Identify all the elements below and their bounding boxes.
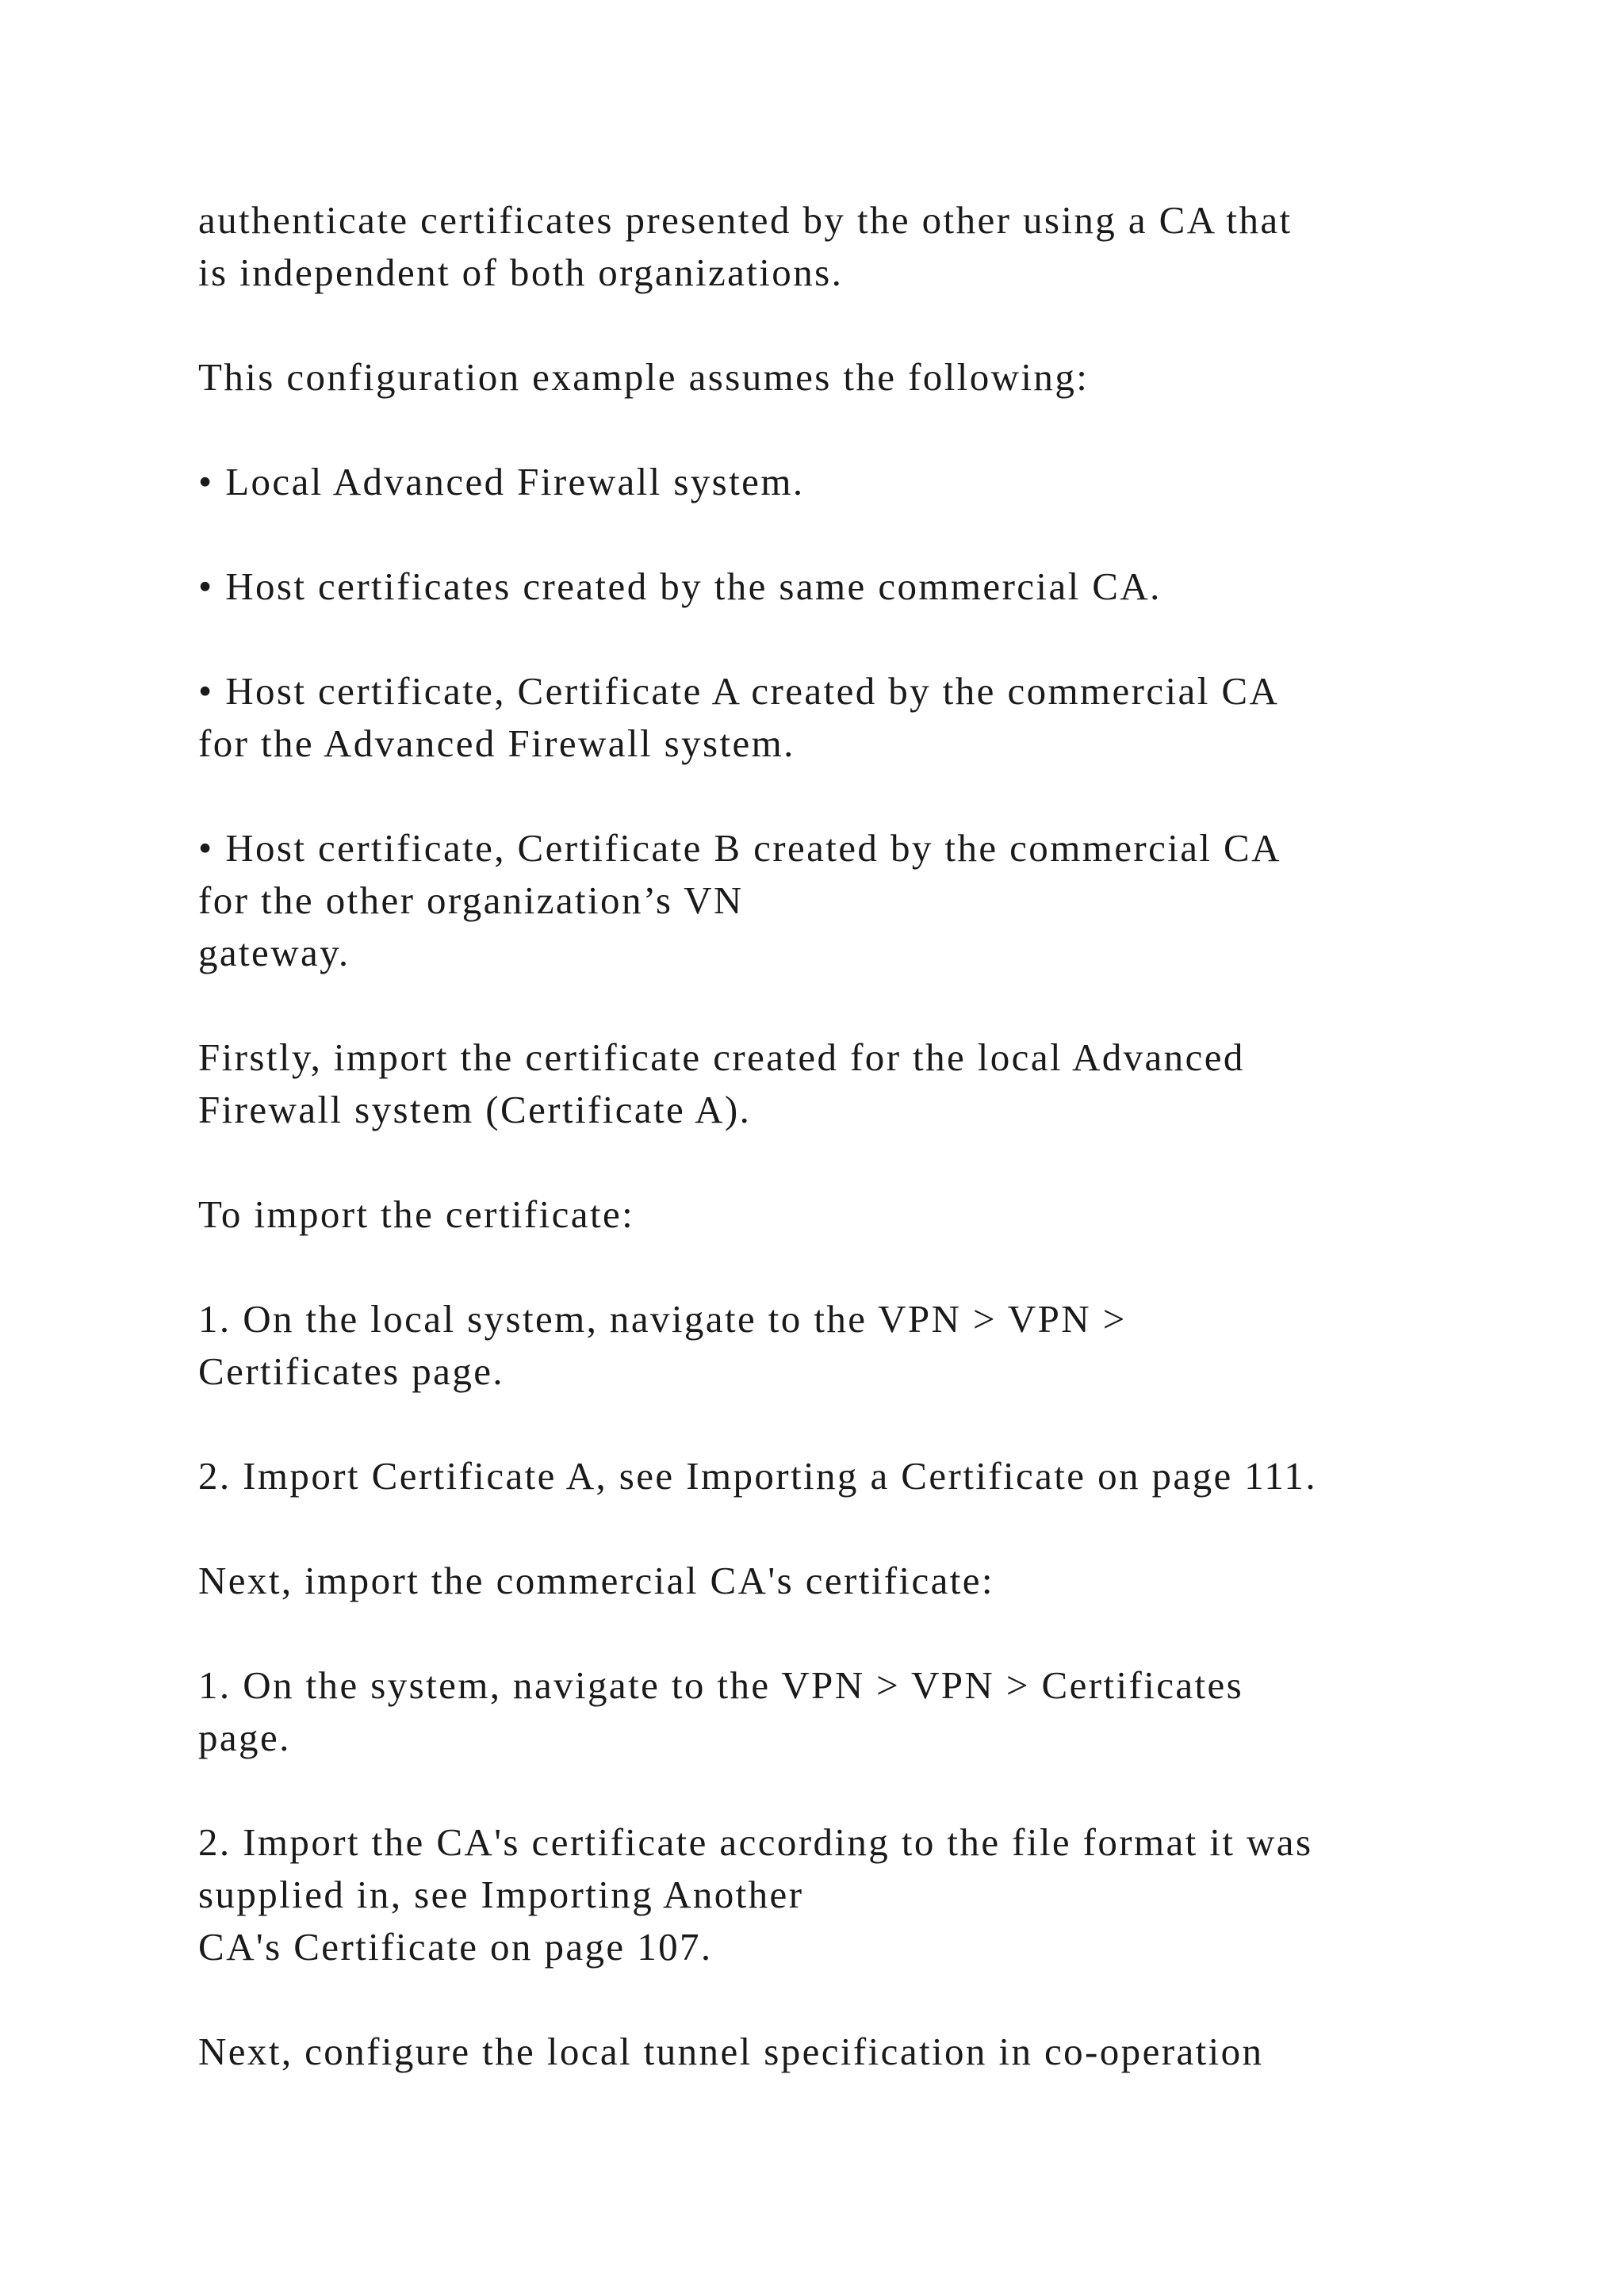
bullet-item	[198, 456, 1546, 508]
numbered-step	[198, 1816, 1546, 1973]
numbered-step	[198, 1450, 1546, 1502]
paragraph	[198, 194, 1546, 299]
text-line: Firewall system (Certificate A).	[198, 1088, 752, 1131]
paragraph	[198, 1031, 1546, 1136]
text-line: page.	[198, 1716, 291, 1759]
bullet-item	[198, 665, 1546, 770]
paragraph	[198, 2026, 1546, 2078]
text-line: • Local Advanced Firewall system.	[198, 460, 805, 503]
text-line: To import the certificate:	[198, 1192, 635, 1236]
text-line: 2. Import the CA's certificate according to the file format it was	[198, 1820, 1313, 1864]
bullet-item	[198, 822, 1546, 979]
numbered-step	[198, 1659, 1546, 1764]
text-line: authenticate certificates presented by the other using a CA that	[198, 198, 1293, 242]
document-body	[198, 194, 1546, 2130]
text-line: Firstly, import the certificate created for the local Advanced	[198, 1035, 1245, 1079]
paragraph	[198, 1555, 1546, 1607]
text-line: • Host certificate, Certificate B created by the commercial CA	[198, 826, 1281, 870]
text-line: is independent of both organizations.	[198, 251, 844, 294]
text-line: for the other organization’s VN	[198, 878, 744, 922]
text-line: for the Advanced Firewall system.	[198, 721, 795, 765]
text-line: This configuration example assumes the following:	[198, 355, 1090, 399]
text-line: gateway.	[198, 931, 350, 974]
text-line: • Host certificate, Certificate A created by the commercial CA	[198, 669, 1280, 713]
paragraph	[198, 351, 1546, 404]
text-line: Certificates page.	[198, 1349, 505, 1393]
text-line: 2. Import Certificate A, see Importing a Certificate on page 111.	[198, 1454, 1317, 1498]
text-line: 1. On the local system, navigate to the VPN > VPN >	[198, 1297, 1127, 1341]
text-line: Next, configure the local tunnel specification in co-operation	[198, 2030, 1264, 2073]
numbered-step	[198, 1293, 1546, 1398]
text-line: 1. On the system, navigate to the VPN > VPN > Certificates	[198, 1663, 1244, 1707]
text-line: • Host certificates created by the same commercial CA.	[198, 564, 1162, 608]
bullet-item	[198, 561, 1546, 613]
text-line: Next, import the commercial CA's certificate:	[198, 1559, 994, 1602]
text-line: supplied in, see Importing Another	[198, 1873, 804, 1916]
text-line: CA's Certificate on page 107.	[198, 1925, 713, 1969]
paragraph	[198, 1188, 1546, 1241]
